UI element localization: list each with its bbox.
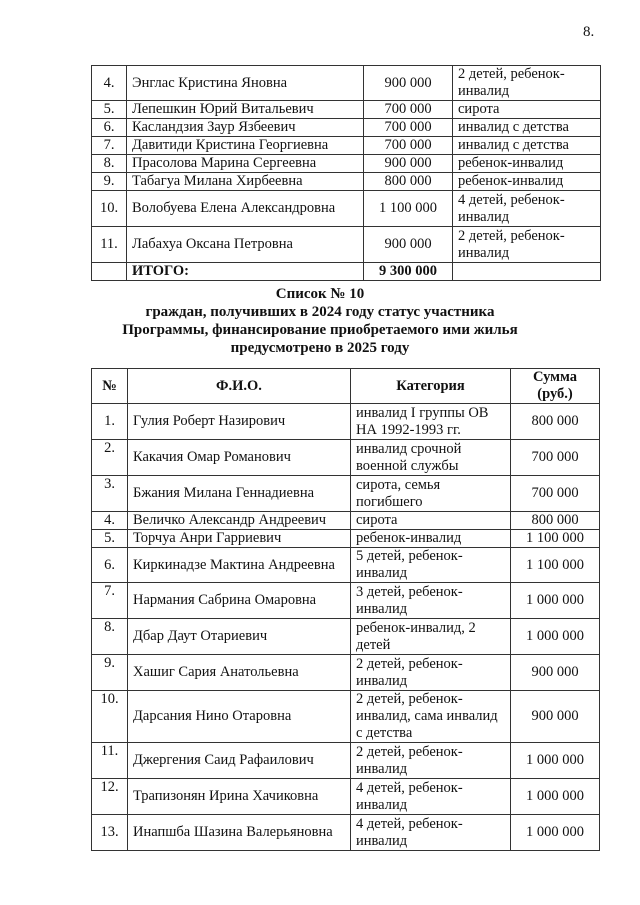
table-row	[92, 619, 600, 655]
table-row	[92, 191, 601, 227]
row-amount: 800 000	[511, 404, 600, 440]
row-amount: 900 000	[364, 66, 453, 101]
table-row	[92, 476, 600, 512]
row-number: 13.	[92, 815, 128, 851]
header-amount: Сумма (руб.)	[511, 369, 600, 404]
table-row	[92, 173, 601, 191]
row-amount: 1 100 000	[511, 530, 600, 548]
table-row	[92, 691, 600, 743]
row-name: Энглас Кристина Яновна	[127, 66, 364, 101]
row-category: 2 детей, ребенок-инвалид	[351, 743, 511, 779]
row-category: инвалид срочной военной службы	[351, 440, 511, 476]
table-row	[92, 404, 600, 440]
row-number: 9.	[92, 173, 127, 191]
row-number: 2.	[92, 440, 128, 476]
header-category: Категория	[351, 369, 511, 404]
row-number: 5.	[92, 101, 127, 119]
row-amount: 1 100 000	[364, 191, 453, 227]
row-number: 6.	[92, 119, 127, 137]
row-amount: 900 000	[511, 655, 600, 691]
row-category: сирота	[453, 101, 601, 119]
table-row	[92, 743, 600, 779]
row-amount: 900 000	[364, 227, 453, 263]
total-category	[453, 263, 601, 281]
row-category: ребенок-инвалид	[351, 530, 511, 548]
row-category: ребенок-инвалид	[453, 155, 601, 173]
table-row	[92, 655, 600, 691]
row-category: сирота	[351, 512, 511, 530]
row-category: 2 детей, ребенок-инвалид	[453, 227, 601, 263]
table-row	[92, 779, 600, 815]
row-category: инвалид I группы ОВ НА 1992-1993 гг.	[351, 404, 511, 440]
page-number: 8.	[583, 24, 595, 40]
row-category: 2 детей, ребенок-инвалид, сама инвалид с детства	[351, 691, 511, 743]
row-category: ребенок-инвалид	[453, 173, 601, 191]
row-amount: 800 000	[364, 173, 453, 191]
list-10-table	[91, 368, 600, 851]
row-amount: 700 000	[364, 137, 453, 155]
row-category: 4 детей, ребенок-инвалид	[453, 191, 601, 227]
row-name: Лепешкин Юрий Витальевич	[127, 101, 364, 119]
total-row	[92, 263, 601, 281]
table-row	[92, 815, 600, 851]
title-line: Программы, финансирование приобретаемого ими жилья	[122, 322, 518, 338]
table-row	[92, 155, 601, 173]
row-category: инвалид с детства	[453, 119, 601, 137]
row-amount: 1 000 000	[511, 619, 600, 655]
table-row	[92, 137, 601, 155]
row-name: Волобуева Елена Александровна	[127, 191, 364, 227]
row-category: ребенок-инвалид, 2 детей	[351, 619, 511, 655]
row-number: 12.	[92, 779, 128, 815]
row-name: Киркинадзе Мактина Андреевна	[128, 548, 351, 583]
row-category: 2 детей, ребенок-инвалид	[453, 66, 601, 101]
row-category: 2 детей, ребенок-инвалид	[351, 655, 511, 691]
row-category: инвалид с детства	[453, 137, 601, 155]
row-number: 11.	[92, 227, 127, 263]
row-category: 4 детей, ребенок-инвалид	[351, 779, 511, 815]
row-category: 5 детей, ребенок-инвалид	[351, 548, 511, 583]
row-name: Нармания Сабрина Омаровна	[128, 583, 351, 619]
row-number: 6.	[92, 548, 128, 583]
table-row	[92, 583, 600, 619]
row-name: Трапизонян Ирина Хачиковна	[128, 779, 351, 815]
row-name: Торчуа Анри Гарриевич	[128, 530, 351, 548]
row-number: 7.	[92, 583, 128, 619]
row-number: 3.	[92, 476, 128, 512]
row-name: Табагуа Милана Хирбеевна	[127, 173, 364, 191]
row-category: 3 детей, ребенок-инвалид	[351, 583, 511, 619]
row-amount: 1 000 000	[511, 583, 600, 619]
row-name: Дбар Даут Отариевич	[128, 619, 351, 655]
header-number: №	[92, 369, 128, 404]
table-row	[92, 548, 600, 583]
row-name: Хашиг Сария Анатольевна	[128, 655, 351, 691]
row-amount: 1 000 000	[511, 779, 600, 815]
row-number: 9.	[92, 655, 128, 691]
row-number: 1.	[92, 404, 128, 440]
row-number: 10.	[92, 691, 128, 743]
row-number: 8.	[92, 155, 127, 173]
row-amount: 800 000	[511, 512, 600, 530]
row-amount: 1 000 000	[511, 743, 600, 779]
row-name: Дарсания Нино Отаровна	[128, 691, 351, 743]
table-header-row	[92, 369, 600, 404]
title-line: предусмотрено в 2025 году	[230, 340, 410, 356]
table-row	[92, 512, 600, 530]
row-name: Бжания Милана Геннадиевна	[128, 476, 351, 512]
row-number: 10.	[92, 191, 127, 227]
row-number: 5.	[92, 530, 128, 548]
total-number	[92, 263, 127, 281]
row-amount: 700 000	[511, 440, 600, 476]
table-row	[92, 440, 600, 476]
total-amount: 9 300 000	[364, 263, 453, 281]
title-line: Список № 10	[275, 286, 365, 302]
row-name: Лабахуа Оксана Петровна	[127, 227, 364, 263]
title-line: граждан, получивших в 2024 году статус участника	[145, 304, 495, 320]
header-name: Ф.И.О.	[128, 369, 351, 404]
row-name: Касландзия Заур Язбеевич	[127, 119, 364, 137]
row-number: 7.	[92, 137, 127, 155]
row-amount: 700 000	[364, 101, 453, 119]
row-number: 4.	[92, 66, 127, 101]
row-number: 11.	[92, 743, 128, 779]
list-continuation-table	[91, 65, 601, 281]
row-amount: 900 000	[511, 691, 600, 743]
row-number: 4.	[92, 512, 128, 530]
row-amount: 900 000	[364, 155, 453, 173]
row-name: Гулия Роберт Назирович	[128, 404, 351, 440]
table-row	[92, 530, 600, 548]
row-name: Прасолова Марина Сергеевна	[127, 155, 364, 173]
row-amount: 1 100 000	[511, 548, 600, 583]
table-row	[92, 119, 601, 137]
table-row	[92, 101, 601, 119]
row-name: Величко Александр Андреевич	[128, 512, 351, 530]
table-row	[92, 66, 601, 101]
list-10-title	[0, 285, 640, 357]
row-name: Какачия Омар Романович	[128, 440, 351, 476]
row-amount: 700 000	[364, 119, 453, 137]
total-label: ИТОГО:	[127, 263, 364, 281]
row-amount: 700 000	[511, 476, 600, 512]
row-amount: 1 000 000	[511, 815, 600, 851]
row-category: сирота, семья погибшего	[351, 476, 511, 512]
table-row	[92, 227, 601, 263]
row-category: 4 детей, ребенок-инвалид	[351, 815, 511, 851]
row-number: 8.	[92, 619, 128, 655]
row-name: Джергения Саид Рафаилович	[128, 743, 351, 779]
row-name: Давитиди Кристина Георгиевна	[127, 137, 364, 155]
row-name: Инапшба Шазина Валерьяновна	[128, 815, 351, 851]
